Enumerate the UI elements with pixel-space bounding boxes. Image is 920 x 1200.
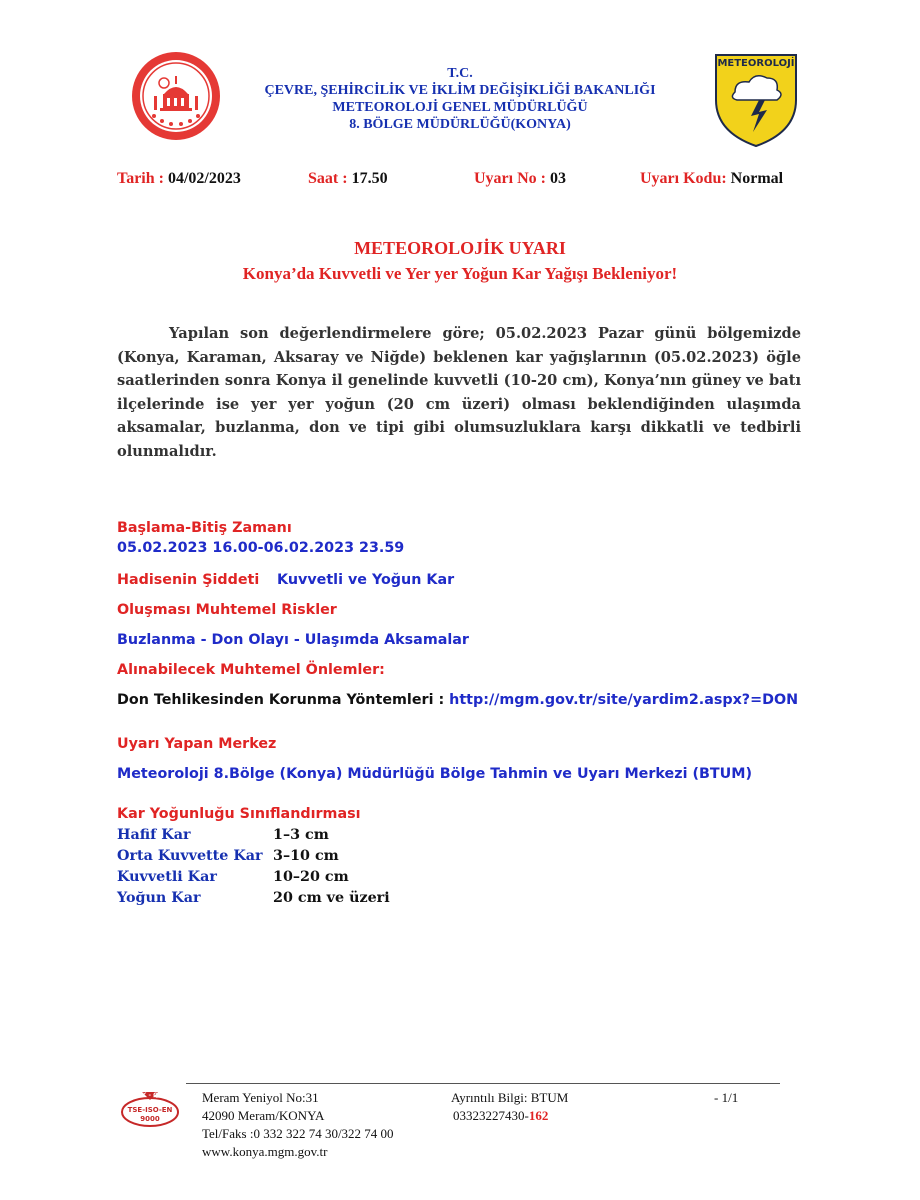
time-field bbox=[308, 170, 388, 188]
header-regional: 8. BÖLGE MÜDÜRLÜĞÜ(KONYA) bbox=[349, 117, 571, 132]
header-directorate: METEOROLOJİ GENEL MÜDÜRLÜĞÜ bbox=[332, 100, 588, 115]
time-value: 17.50 bbox=[351, 170, 388, 187]
warning-code-value: Normal bbox=[730, 170, 784, 187]
footer-website[interactable]: www.konya.mgm.gov.tr bbox=[202, 1144, 328, 1159]
class-range: 20 cm ve üzeri bbox=[273, 890, 390, 906]
page-number: - 1/1 bbox=[714, 1090, 739, 1105]
classification-row bbox=[117, 869, 349, 885]
footer-info-label: Ayrıntılı Bilgi: BTUM bbox=[451, 1090, 569, 1105]
center-value: Meteoroloji 8.Bölge (Konya) Müdürlüğü Bölge Tahmin ve Uyarı Merkezi (BTUM) bbox=[117, 766, 752, 782]
body-text: Yapılan son değerlendirmelere göre; 05.02.2023 Pazar günü bölgemizde (Konya, Karaman, Aksaray ve Niğde) beklenen kar yağışlarının (05.02.2023) öğle saatlerinden sonra Konya il genelinde kuvvetli (10-20 cm), Konya’nın güney ve batı ilçelerinde ise yer yer yoğun (20 cm üzeri) olması beklendiğinden ulaşımda aksamalar, buzlanma, don ve tipi gibi olumsuzluklara karşı dikkatli ve tedbirli olunmalıdır. bbox=[117, 325, 801, 460]
class-name: Kuvvetli Kar bbox=[117, 869, 217, 885]
class-range: 3–10 cm bbox=[273, 848, 339, 864]
footer-address1: Meram Yeniyol No:31 bbox=[202, 1090, 319, 1105]
classification-title: Kar Yoğunluğu Sınıflandırması bbox=[117, 806, 361, 822]
body-paragraph bbox=[117, 322, 801, 463]
measures-link[interactable]: http://mgm.gov.tr/site/yardim2.aspx?=DON bbox=[449, 692, 799, 708]
risks-value: Buzlanma - Don Olayı - Ulaşımda Aksamalar bbox=[117, 632, 469, 648]
classification-row bbox=[117, 848, 339, 864]
measures-text: Don Tehlikesinden Korunma Yöntemleri : bbox=[117, 692, 445, 708]
warning-no-label: Uyarı No : bbox=[474, 170, 546, 187]
header-tc: T.C. bbox=[447, 66, 473, 81]
footer-info-phone bbox=[453, 1108, 548, 1124]
warning-no-field bbox=[474, 170, 566, 188]
logo-text: METEOROLOJİ bbox=[717, 58, 795, 69]
center-label: Uyarı Yapan Merkez bbox=[117, 736, 277, 752]
date-field bbox=[117, 170, 241, 188]
class-name: Hafif Kar bbox=[117, 827, 191, 843]
severity-label: Hadisenin Şiddeti bbox=[117, 572, 260, 588]
footer-address2: 42090 Meram/KONYA bbox=[202, 1108, 325, 1123]
period-label: Başlama-Bitiş Zamanı bbox=[117, 520, 292, 536]
classification-row bbox=[117, 827, 329, 843]
classification-row bbox=[117, 890, 390, 906]
risks-label: Oluşması Muhtemel Riskler bbox=[117, 602, 337, 618]
warning-code-label: Uyarı Kodu: bbox=[640, 170, 727, 187]
footer-divider bbox=[186, 1083, 780, 1084]
info-phone-ext: 162 bbox=[528, 1108, 549, 1123]
meteoroloji-logo bbox=[713, 52, 799, 148]
severity-value: Kuvvetli ve Yoğun Kar bbox=[277, 572, 455, 588]
tse-certification-badge bbox=[120, 1090, 180, 1130]
time-label: Saat : bbox=[308, 170, 348, 187]
severity-field bbox=[117, 572, 455, 588]
class-range: 10–20 cm bbox=[273, 869, 349, 885]
document-subtitle: Konya’da Kuvvetli ve Yer yer Yoğun Kar Yağışı Bekleniyor! bbox=[242, 264, 678, 283]
warning-no-value: 03 bbox=[549, 170, 566, 187]
period-value: 05.02.2023 16.00-06.02.2023 23.59 bbox=[117, 540, 405, 556]
date-value: 04/02/2023 bbox=[167, 170, 241, 187]
date-label: Tarih : bbox=[117, 170, 164, 187]
document-title: METEOROLOJİK UYARI bbox=[354, 238, 566, 258]
warning-code-field bbox=[640, 170, 783, 188]
measures-label: Alınabilecek Muhtemel Önlemler: bbox=[117, 662, 385, 678]
badge-line3: 9000 bbox=[140, 1115, 160, 1123]
info-phone-main: 03323227430- bbox=[453, 1108, 529, 1123]
measures-row bbox=[117, 692, 798, 708]
badge-line2: TSE-ISO-EN bbox=[127, 1106, 173, 1114]
class-name: Orta Kuvvette Kar bbox=[117, 848, 263, 864]
header-ministry: ÇEVRE, ŞEHİRCİLİK VE İKLİM DEĞİŞİKLİĞİ BAKANLIĞI bbox=[264, 83, 656, 98]
class-name: Yoğun Kar bbox=[117, 890, 201, 906]
badge-line1: K - Q bbox=[141, 1092, 159, 1099]
footer-phone: Tel/Faks :0 332 322 74 30/322 74 00 bbox=[202, 1126, 394, 1141]
class-range: 1–3 cm bbox=[273, 827, 329, 843]
